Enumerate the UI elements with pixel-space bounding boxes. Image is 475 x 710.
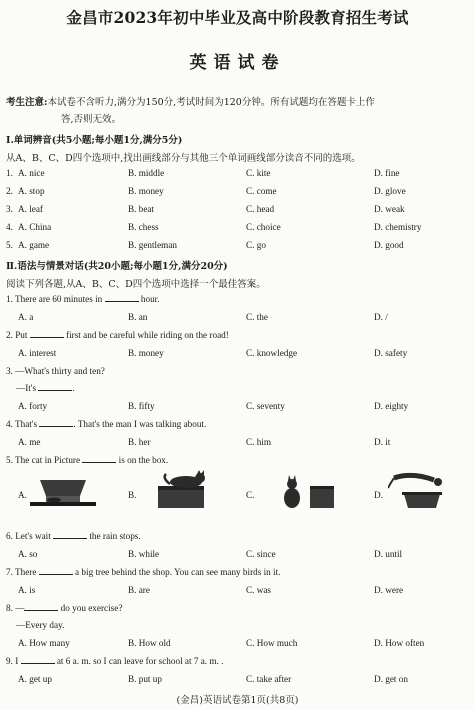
option-b[interactable]: B. put up bbox=[128, 674, 162, 684]
question-number: 2. bbox=[6, 186, 13, 196]
option-b[interactable]: B. bbox=[128, 490, 137, 500]
list-item bbox=[6, 674, 468, 688]
option-d[interactable]: D. weak bbox=[374, 204, 405, 214]
option-a[interactable]: A. interest bbox=[18, 348, 57, 358]
list-item bbox=[6, 204, 468, 218]
exam-title: 金昌市2023年初中毕业及高中阶段教育招生考试 bbox=[66, 8, 409, 27]
option-c[interactable]: C. choice bbox=[246, 222, 281, 232]
answer-blank bbox=[30, 330, 64, 338]
option-a[interactable]: A. bbox=[18, 490, 27, 500]
option-c[interactable]: C. take after bbox=[246, 674, 292, 684]
option-b[interactable]: B. money bbox=[128, 348, 164, 358]
question-stem: 8. — do you exercise? bbox=[6, 603, 123, 613]
answer-blank bbox=[39, 567, 73, 575]
option-d[interactable]: D. safety bbox=[374, 348, 408, 358]
question-stem: 7. There a big tree behind the shop. You can see many birds in it. bbox=[6, 567, 281, 577]
option-a[interactable]: A. me bbox=[18, 437, 41, 447]
option-b[interactable]: B. while bbox=[128, 549, 160, 559]
list-item bbox=[6, 638, 468, 652]
candidate-notice bbox=[6, 94, 468, 128]
option-a[interactable]: A. get up bbox=[18, 674, 52, 684]
option-a[interactable]: A. How many bbox=[18, 638, 70, 648]
option-b[interactable]: B. middle bbox=[128, 168, 165, 178]
picture-c-cat-beside-box[interactable] bbox=[272, 470, 338, 510]
option-c[interactable]: C. him bbox=[246, 437, 272, 447]
question-stem-line2: —Every day. bbox=[16, 620, 65, 630]
section1-instruction: 从A、B、C、D四个选项中,找出画线部分与其他三个单词画线部分读音不同的选项。 bbox=[6, 153, 361, 164]
question-stem: 3. —What's thirty and ten? bbox=[6, 366, 105, 376]
picture-a-cat-under-box[interactable] bbox=[30, 470, 96, 510]
question-number: 5. bbox=[6, 240, 13, 250]
option-b[interactable]: B. her bbox=[128, 437, 151, 447]
option-a[interactable]: A. nice bbox=[18, 168, 45, 178]
option-c[interactable]: C. head bbox=[246, 204, 275, 214]
option-a[interactable]: A. game bbox=[18, 240, 50, 250]
section2-heading: Ⅱ.语法与情景对话(共20小题;每小题1分,满分20分) bbox=[6, 261, 228, 272]
option-c[interactable]: C. come bbox=[246, 186, 277, 196]
question-stem: 4. That's . That's the man I was talking about. bbox=[6, 419, 207, 429]
option-d[interactable]: D. good bbox=[374, 240, 404, 250]
option-d[interactable]: D. eighty bbox=[374, 401, 409, 411]
answer-blank bbox=[105, 294, 139, 302]
option-c[interactable]: C. go bbox=[246, 240, 266, 250]
question-stem-line2: —It's . bbox=[16, 383, 75, 393]
question-stem: 5. The cat in Picture is on the box. bbox=[6, 455, 169, 465]
picture-b-cat-on-box[interactable] bbox=[152, 470, 218, 510]
question-stem: 6. Let's wait the rain stops. bbox=[6, 531, 141, 541]
option-a[interactable]: A. leaf bbox=[18, 204, 43, 214]
option-b[interactable]: B. are bbox=[128, 585, 150, 595]
question-stem: 9. I at 6 a. m. so I can leave for school at 7 a. m. . bbox=[6, 656, 224, 666]
option-d[interactable]: D. it bbox=[374, 437, 391, 447]
option-c[interactable]: C. kite bbox=[246, 168, 271, 178]
option-c[interactable]: C. was bbox=[246, 585, 272, 595]
answer-blank bbox=[24, 603, 58, 611]
list-item bbox=[6, 186, 468, 200]
option-c[interactable]: C. knowledge bbox=[246, 348, 298, 358]
option-b[interactable]: B. beat bbox=[128, 204, 155, 214]
list-item bbox=[6, 348, 468, 362]
option-d[interactable]: D. fine bbox=[374, 168, 400, 178]
option-d[interactable]: D. until bbox=[374, 549, 403, 559]
option-b[interactable]: B. money bbox=[128, 186, 164, 196]
answer-blank bbox=[82, 455, 116, 463]
option-b[interactable]: B. chess bbox=[128, 222, 159, 232]
notice-line1: 本试卷不含听力,满分为150分,考试时间为120分钟。所有试题均在答题卡上作 bbox=[47, 97, 375, 108]
option-c[interactable]: C. bbox=[246, 490, 255, 500]
picture-d-cat-over-box[interactable] bbox=[388, 470, 454, 510]
question-number: 3. bbox=[6, 204, 13, 214]
list-item bbox=[6, 549, 468, 563]
list-item bbox=[6, 437, 468, 451]
option-b[interactable]: B. How old bbox=[128, 638, 171, 648]
question-stem: 2. Put first and be careful while riding on the road! bbox=[6, 330, 229, 340]
list-item bbox=[6, 312, 468, 326]
option-d[interactable]: D. / bbox=[374, 312, 388, 322]
option-d[interactable]: D. How often bbox=[374, 638, 425, 648]
option-a[interactable]: A. stop bbox=[18, 186, 45, 196]
option-a[interactable]: A. is bbox=[18, 585, 36, 595]
option-d[interactable]: D. chemistry bbox=[374, 222, 422, 232]
list-item bbox=[6, 222, 468, 236]
list-item bbox=[6, 585, 468, 599]
notice-label: 考生注意: bbox=[6, 97, 48, 108]
section1-heading: Ⅰ.单词辨音(共5小题;每小题1分,满分5分) bbox=[6, 135, 183, 146]
option-a[interactable]: A. forty bbox=[18, 401, 48, 411]
answer-blank bbox=[39, 419, 73, 427]
option-c[interactable]: C. How much bbox=[246, 638, 298, 648]
option-d[interactable]: D. get on bbox=[374, 674, 408, 684]
option-b[interactable]: B. fifty bbox=[128, 401, 155, 411]
question-number: 1. bbox=[6, 168, 13, 178]
question-stem: 1. There are 60 minutes in hour. bbox=[6, 294, 160, 304]
option-d[interactable]: D. bbox=[374, 490, 383, 500]
list-item bbox=[6, 168, 468, 182]
list-item bbox=[6, 401, 468, 415]
option-d[interactable]: D. were bbox=[374, 585, 404, 595]
option-b[interactable]: B. an bbox=[128, 312, 148, 322]
option-c[interactable]: C. the bbox=[246, 312, 268, 322]
exam-subtitle: 英语试卷 bbox=[189, 53, 286, 73]
page-footer: (金昌)英语试卷第1页(共8页) bbox=[176, 695, 299, 706]
answer-blank bbox=[38, 383, 72, 391]
option-a[interactable]: A. so bbox=[18, 549, 38, 559]
answer-blank bbox=[53, 531, 87, 539]
notice-line2: 答,否则无效。 bbox=[61, 114, 122, 125]
option-a[interactable]: A. a bbox=[18, 312, 34, 322]
option-c[interactable]: C. since bbox=[246, 549, 276, 559]
section2-instruction: 阅读下列各题,从A、B、C、D四个选项中选择一个最佳答案。 bbox=[6, 279, 266, 290]
option-d[interactable]: D. glove bbox=[374, 186, 406, 196]
question-number: 4. bbox=[6, 222, 13, 232]
option-a[interactable]: A. China bbox=[18, 222, 52, 232]
option-c[interactable]: C. seventy bbox=[246, 401, 285, 411]
option-b[interactable]: B. gentleman bbox=[128, 240, 177, 250]
answer-blank bbox=[21, 656, 55, 664]
list-item bbox=[6, 240, 468, 254]
